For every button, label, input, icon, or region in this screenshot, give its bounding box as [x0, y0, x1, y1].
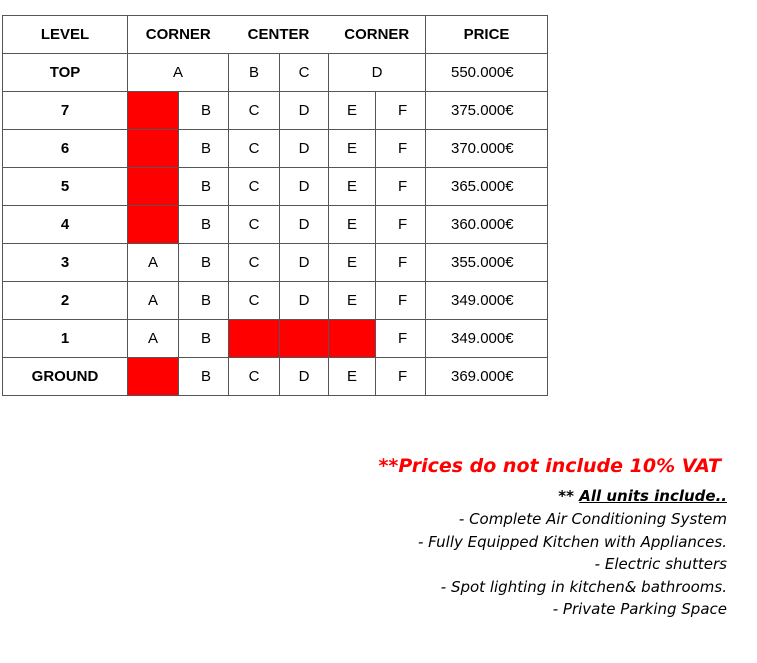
feature-item: - Spot lighting in kitchen& bathrooms.: [440, 577, 727, 596]
unit-cell: F: [376, 358, 426, 396]
unit-cell: C: [229, 92, 280, 130]
level-cell: 4: [3, 206, 128, 244]
table-row: [3, 282, 548, 320]
unit-cell: C: [229, 206, 280, 244]
pricing-table: [2, 15, 548, 396]
feature-item: - Complete Air Conditioning System: [458, 510, 727, 528]
corner-right-header: CORNER: [329, 16, 426, 54]
table-row: [3, 168, 548, 206]
unit-cell: E: [329, 282, 376, 320]
unit-cell: D: [280, 282, 329, 320]
unit-cell: F: [376, 320, 426, 358]
includes-prefix: **: [558, 487, 580, 505]
price-cell: 355.000€: [426, 244, 548, 282]
sold-unit-cell: [128, 358, 179, 396]
table-row: [3, 92, 548, 130]
unit-cell: E: [329, 168, 376, 206]
unit-cell: D: [329, 54, 426, 92]
price-cell: 375.000€: [426, 92, 548, 130]
unit-cell: F: [376, 282, 426, 320]
price-cell: 365.000€: [426, 168, 548, 206]
feature-item: - Private Parking Space: [552, 600, 727, 618]
level-cell: TOP: [3, 54, 128, 92]
level-cell: 5: [3, 168, 128, 206]
header-row: [3, 16, 548, 54]
unit-cell: A: [128, 244, 179, 282]
unit-cell: B: [179, 168, 229, 206]
unit-cell: E: [329, 358, 376, 396]
sold-unit-cell: [128, 130, 179, 168]
unit-cell: A: [128, 320, 179, 358]
level-cell: 1: [3, 320, 128, 358]
unit-cell: C: [229, 358, 280, 396]
feature-item: - Electric shutters: [594, 555, 727, 573]
unit-cell: D: [280, 130, 329, 168]
unit-cell: E: [329, 244, 376, 282]
table-row-top: [3, 54, 548, 92]
unit-cell: A: [128, 54, 229, 92]
unit-cell: D: [280, 168, 329, 206]
corner-left-header: CORNER: [128, 16, 229, 54]
unit-cell: C: [229, 130, 280, 168]
unit-cell: F: [376, 130, 426, 168]
price-cell: 370.000€: [426, 130, 548, 168]
unit-cell: E: [329, 92, 376, 130]
level-cell: 2: [3, 282, 128, 320]
includes-heading: [378, 487, 727, 505]
unit-cell: D: [280, 206, 329, 244]
sold-unit-cell: [128, 92, 179, 130]
notes-section: [378, 455, 727, 621]
unit-cell: B: [179, 130, 229, 168]
unit-cell: C: [229, 282, 280, 320]
unit-rows: [3, 92, 548, 396]
unit-cell: D: [280, 244, 329, 282]
unit-cell: E: [329, 130, 376, 168]
level-header: LEVEL: [3, 16, 128, 54]
level-cell: 6: [3, 130, 128, 168]
level-cell: GROUND: [3, 358, 128, 396]
sold-unit-cell: [128, 206, 179, 244]
table-row: [3, 358, 548, 396]
sold-unit-cell: [128, 168, 179, 206]
unit-cell: F: [376, 244, 426, 282]
sold-unit-cell: [280, 320, 329, 358]
unit-cell: C: [280, 54, 329, 92]
vat-notice: **Prices do not include 10% VAT: [378, 455, 721, 477]
unit-cell: C: [229, 244, 280, 282]
unit-cell: F: [376, 206, 426, 244]
unit-cell: D: [280, 358, 329, 396]
unit-cell: B: [229, 54, 280, 92]
price-cell: 360.000€: [426, 206, 548, 244]
unit-cell: B: [179, 358, 229, 396]
sold-unit-cell: [229, 320, 280, 358]
unit-cell: D: [280, 92, 329, 130]
price-cell: 349.000€: [426, 320, 548, 358]
price-cell: 369.000€: [426, 358, 548, 396]
price-header: PRICE: [426, 16, 548, 54]
price-cell: 349.000€: [426, 282, 548, 320]
unit-cell: B: [179, 282, 229, 320]
center-header: CENTER: [229, 16, 329, 54]
unit-cell: B: [179, 206, 229, 244]
unit-cell: B: [179, 320, 229, 358]
table-row: [3, 244, 548, 282]
table-row: [3, 206, 548, 244]
unit-cell: E: [329, 206, 376, 244]
sold-unit-cell: [329, 320, 376, 358]
unit-cell: B: [179, 92, 229, 130]
table-row: [3, 320, 548, 358]
price-cell: 550.000€: [426, 54, 548, 92]
table-row: [3, 130, 548, 168]
level-cell: 3: [3, 244, 128, 282]
features-list: [378, 508, 727, 621]
feature-item: - Fully Equipped Kitchen with Appliances.: [417, 532, 727, 551]
unit-cell: F: [376, 92, 426, 130]
unit-cell: F: [376, 168, 426, 206]
unit-cell: A: [128, 282, 179, 320]
unit-cell: C: [229, 168, 280, 206]
includes-label: All units include..: [579, 487, 727, 505]
level-cell: 7: [3, 92, 128, 130]
unit-cell: B: [179, 244, 229, 282]
